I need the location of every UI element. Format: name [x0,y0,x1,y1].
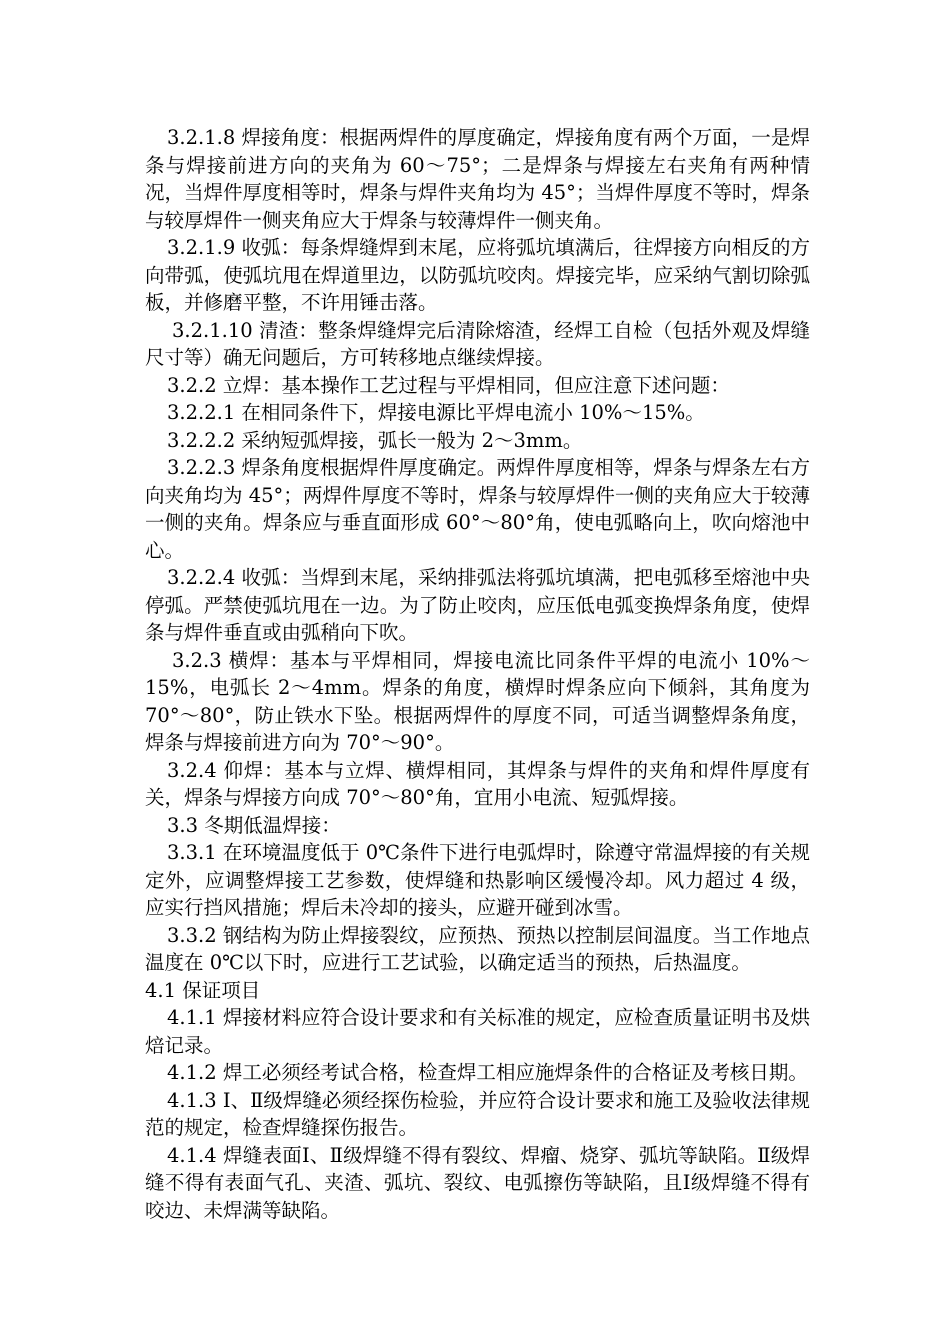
paragraph-3-2-4: 3.2.4 仰焊：基本与立焊、横焊相同，其焊条与焊件的夹角和焊件厚度有关，焊条与焊接方向成 70°～80°角，宜用小电流、短弧焊接。 [145,758,810,809]
paragraph-3-2-1-8: 3.2.1.8 焊接角度：根据两焊件的厚度确定，焊接角度有两个万面，一是焊条与焊接前进方向的夹角为 60～75°；二是焊条与焊接左右夹角有两种情况，当焊件厚度相等时，焊条与焊件夹角均为 45°；当焊件厚度不等时，焊条与较厚焊件一侧夹角应大于焊条与较薄焊件一侧夹角。 [145,126,810,232]
paragraph-3-2-3: 3.2.3 横焊：基本与平焊相同，焊接电流比同条件平焊的电流小 10%～15%，电弧长 2～4mm。焊条的角度，横焊时焊条应向下倾斜，其角度为 70°～80°，防止铁水下坠。根据两焊件的厚度不同，可适当调整焊条角度，焊条与焊接前进方向为 70°～90°。 [145,648,810,754]
paragraph-3-2-1-9: 3.2.1.9 收弧：每条焊缝焊到末尾，应将弧坑填满后，往焊接方向相反的方向带弧，使弧坑甩在焊道里边，以防弧坑咬肉。焊接完毕，应采纳气割切除弧板，并修磨平整，不许用锤击落。 [145,236,810,314]
document-page [145,124,810,1224]
paragraph-3-2-2-4: 3.2.2.4 收弧：当焊到末尾，采纳排弧法将弧坑填满，把电弧移至熔池中央停弧。严禁使弧坑甩在一边。为了防止咬肉，应压低电弧变换焊条角度，使焊条与焊件垂直或由弧稍向下吹。 [145,566,810,644]
paragraph-3-2-2-1: 3.2.2.1 在相同条件下，焊接电源比平焊电流小 10%～15%。 [167,401,705,424]
paragraph-4-1-1: 4.1.1 焊接材料应符合设计要求和有关标准的规定，应检查质量证明书及烘焙记录。 [145,1006,810,1057]
paragraph-3-2-1-10: 3.2.1.10 清渣：整条焊缝焊完后清除熔渣，经焊工自检（包括外观及焊缝尺寸等）确无问题后，方可转移地点继续焊接。 [145,318,810,369]
paragraph-4-1-3: 4.1.3 Ⅰ、Ⅱ级焊缝必须经探伤检验，并应符合设计要求和施工及验收法律规范的规定，检查焊缝探伤报告。 [145,1088,810,1139]
paragraph-3-2-2-2: 3.2.2.2 采纳短弧焊接，弧长一般为 2～3mm。 [167,428,583,452]
paragraph-3-2-2: 3.2.2 立焊：基本操作工艺过程与平焊相同，但应注意下述问题： [167,373,730,397]
paragraph-3-3-2: 3.3.2 钢结构为防止焊接裂纹，应预热、预热以控制层间温度。当工作地点温度在 0℃以下时，应进行工艺试验，以确定适当的预热，后热温度。 [145,923,810,974]
paragraph-4-1-2: 4.1.2 焊工必须经考试合格，检查焊工相应施焊条件的合格证及考核日期。 [167,1061,808,1084]
paragraph-3-3-1: 3.3.1 在环境温度低于 0℃条件下进行电弧焊时，除遵守常温焊接的有关规定外，应调整焊接工艺参数，使焊缝和热影响区缓慢冷却。风力超过 4 级，应实行挡风措施；焊后未冷却的接头，应避开碰到冰雪。 [145,841,810,919]
heading-3-3: 3.3 冬期低温焊接： [167,813,341,837]
heading-4-1: 4.1 保证项目 [145,978,261,1002]
paragraph-4-1-4: 4.1.4 焊缝表面Ⅰ、Ⅱ级焊缝不得有裂纹、焊瘤、烧穿、弧坑等缺陷。Ⅱ级焊缝不得有表面气孔、夹渣、弧坑、裂纹、电弧擦伤等缺陷，且Ⅰ级焊缝不得有咬边、未焊满等缺陷。 [145,1143,810,1222]
paragraph-3-2-2-3: 3.2.2.3 焊条角度根据焊件厚度确定。两焊件厚度相等，焊条与焊条左右方向夹角均为 45°；两焊件厚度不等时，焊条与较厚焊件一侧的夹角应大于较薄一侧的夹角。焊条应与垂直面形成 60°～80°角，使电弧略向上，吹向熔池中心。 [145,456,810,562]
